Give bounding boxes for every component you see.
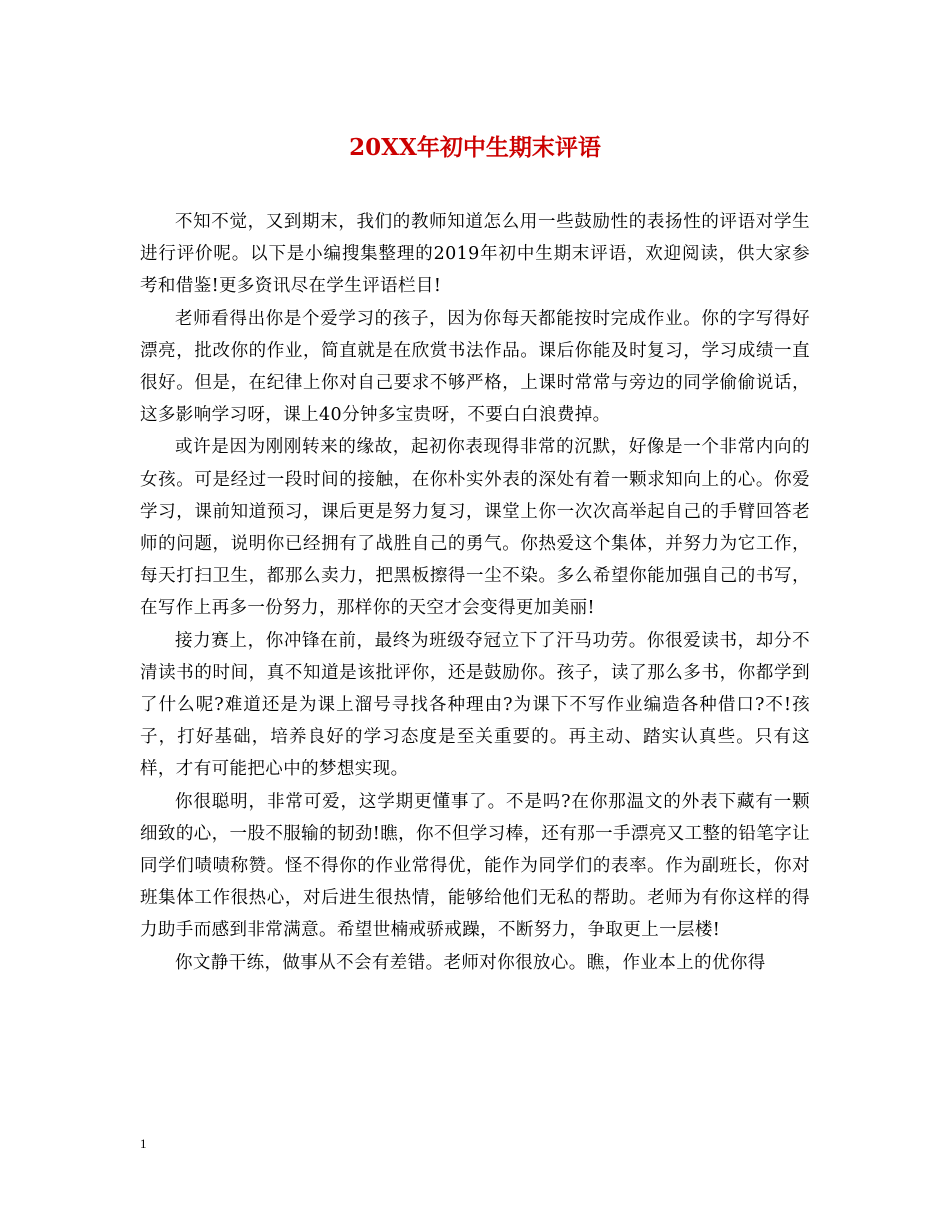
paragraph-comment-3: 接力赛上，你冲锋在前，最终为班级夺冠立下了汗马功劳。你很爱读书，却分不清读书的时间，真不知道是该批评你，还是鼓励你。孩子，读了那么多书，你都学到了什么呢?难道还是为课上溜号寻找各种理由?为课下不写作业编造各种借口?不!孩子，打好基础，培养良好的学习态度是至关重要的。再主动、踏实认真些。只有这样，才有可能把心中的梦想实现。	[140, 630, 810, 780]
page-number: 1	[140, 1136, 147, 1151]
paragraph-comment-2: 或许是因为刚刚转来的缘故，起初你表现得非常的沉默，好像是一个非常内向的女孩。可是经过一段时间的接触，在你朴实外表的深处有着一颗求知向上的心。你爱学习，课前知道预习，课后更是努力复习，课堂上你一次次高举起自己的手臂回答老师的问题，说明你已经拥有了战胜自己的勇气。你热爱这个集体，并努力为它工作，每天打扫卫生，都那么卖力，把黑板擦得一尘不染。多么希望你能加强自己的书写，在写作上再多一份努力，那样你的天空才会变得更加美丽!	[140, 437, 810, 619]
paragraph-intro: 不知不觉，又到期末，我们的教师知道怎么用一些鼓励性的表扬性的评语对学生进行评价呢。以下是小编搜集整理的2019年初中生期末评语，欢迎阅读，供大家参考和借鉴!更多资讯尽在学生评语栏目!	[140, 212, 810, 297]
paragraph-comment-1: 老师看得出你是个爱学习的孩子，因为你每天都能按时完成作业。你的字写得好漂亮，批改你的作业，简直就是在欣赏书法作品。课后你能及时复习，学习成绩一直很好。但是，在纪律上你对自己要求不够严格，上课时常常与旁边的同学偷偷说话，这多影响学习呀，课上40分钟多宝贵呀，不要白白浪费掉。	[140, 308, 810, 426]
paragraph-comment-5: 你文静干练，做事从不会有差错。老师对你很放心。瞧，作业本上的优你得	[175, 952, 766, 973]
document-body	[140, 206, 810, 979]
paragraph-comment-4: 你很聪明，非常可爱，这学期更懂事了。不是吗?在你那温文的外表下藏有一颗细致的心，一股不服输的韧劲!瞧，你不但学习棒，还有那一手漂亮又工整的铅笔字让同学们啧啧称赞。怪不得你的作业常得优，能作为同学们的表率。作为副班长，你对班集体工作很热心，对后进生很热情，能够给他们无私的帮助。老师为有你这样的得力助手而感到非常满意。希望世楠戒骄戒躁，不断努力，争取更上一层楼!	[140, 791, 810, 941]
document-title: 20XX年初中生期末评语	[349, 134, 601, 161]
